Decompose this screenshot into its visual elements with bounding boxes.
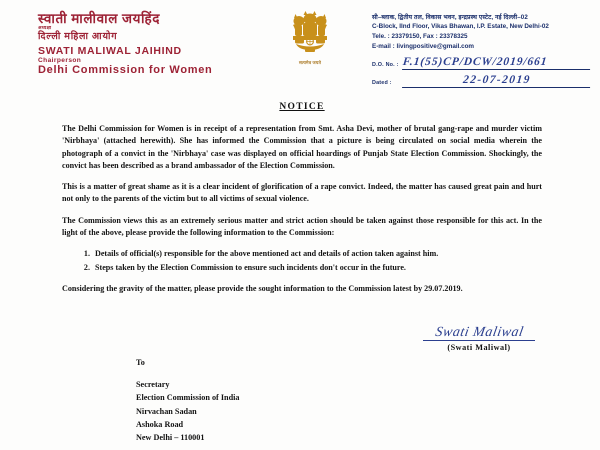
dated-value: 22-07-2019 — [402, 74, 591, 88]
paragraph-4: Considering the gravity of the matter, please provide the sought information to the Commission latest by 29.07.2019. — [62, 283, 463, 293]
recipient-line: New Delhi – 110001 — [136, 433, 205, 443]
paragraph-1: The Delhi Commission for Women is in receipt of a representation from Smt. Asha Devi, mother of brutal gang-rape and murder victim 'Nirbhaya' (attached herewith). She has informed the Commission that a picture is being circulated on social media wherein the photograph of a convict in the 'Nirbhaya' case was displayed on official hoardings of Punjab State Election Commission. Shockingly, the convict has been described as a brand ambassador of the Election Commission. — [62, 124, 542, 170]
do-number-value: F.1(55)CP/DCW/2019/661 — [402, 56, 591, 70]
information-request-list — [62, 248, 542, 274]
chairperson-title-english: Chairperson — [38, 56, 82, 64]
ashoka-lion-capital-emblem-icon — [288, 10, 332, 65]
organisation-name-hindi: दिल्ली महिला आयोग — [38, 31, 118, 42]
document-body — [0, 102, 600, 295]
reference-number-block — [372, 56, 590, 92]
emblem-motto-text: सत्यमेव जयते — [298, 60, 322, 65]
letterhead-identity-block — [38, 12, 268, 77]
recipient-line: Nirvachan Sadan — [136, 406, 197, 416]
recipient-line: Ashoka Road — [136, 419, 184, 429]
list-item: 1. Details of official(s) responsible for the above mentioned act and details of action taken against him. — [92, 248, 542, 260]
dated-row — [372, 74, 590, 88]
telephone-fax-line: Tele. : 23379150, Fax : 23378325 — [372, 33, 468, 41]
signature-block — [404, 326, 554, 352]
notice-heading: NOTICE — [279, 102, 325, 112]
recipient-address-block — [136, 358, 240, 444]
recipient-line: Election Commission of India — [136, 393, 240, 403]
chairperson-name-hindi: स्वाती मालीवाल जयहिंद — [38, 11, 161, 26]
email-line: E-mail : livingpositive@gmail.com — [372, 42, 475, 50]
chairperson-title-hindi-small: अध्यक्षा — [38, 25, 52, 31]
organisation-name-english: Delhi Commission for Women — [38, 63, 213, 76]
dated-label: Dated : — [372, 80, 392, 87]
address-english: C-Block, IInd Floor, Vikas Bhawan, I.P. Estate, New Delhi-02 — [372, 23, 549, 31]
signatory-printed-name: (Swati Maliwal) — [447, 343, 511, 352]
paragraph-3: The Commission views this as an extremely serious matter and strict action should be taken against those responsible for this act. In the light of the above, please provide the following information to the Commission: — [62, 215, 542, 238]
do-number-row — [372, 56, 590, 70]
letterhead-address-block — [372, 14, 587, 52]
do-number-label: D.O. No. : — [372, 62, 399, 69]
recipient-to-label: To — [136, 358, 145, 367]
paragraph-2: This is a matter of great shame as it is a clear incident of glorification of a rape convict. Indeed, the matter has caused great pain and hurt not only to the parents of the victim but to all victims of sexual violence. — [62, 182, 542, 204]
recipient-designation: Secretary — [136, 380, 170, 389]
list-item: 2. Steps taken by the Election Commission to ensure such incidents don't occur in the future. — [92, 262, 542, 274]
chairperson-name-english: SWATI MALIWAL JAIHIND — [38, 44, 182, 57]
handwritten-signature: Swati Maliwal — [434, 325, 525, 340]
address-hindi: सी–ब्लाक, द्वितीय तल, विकास भवन, इन्द्रप्रस्थ एस्टेट, नई दिल्ली–02 — [372, 14, 528, 21]
letterhead — [0, 0, 600, 92]
